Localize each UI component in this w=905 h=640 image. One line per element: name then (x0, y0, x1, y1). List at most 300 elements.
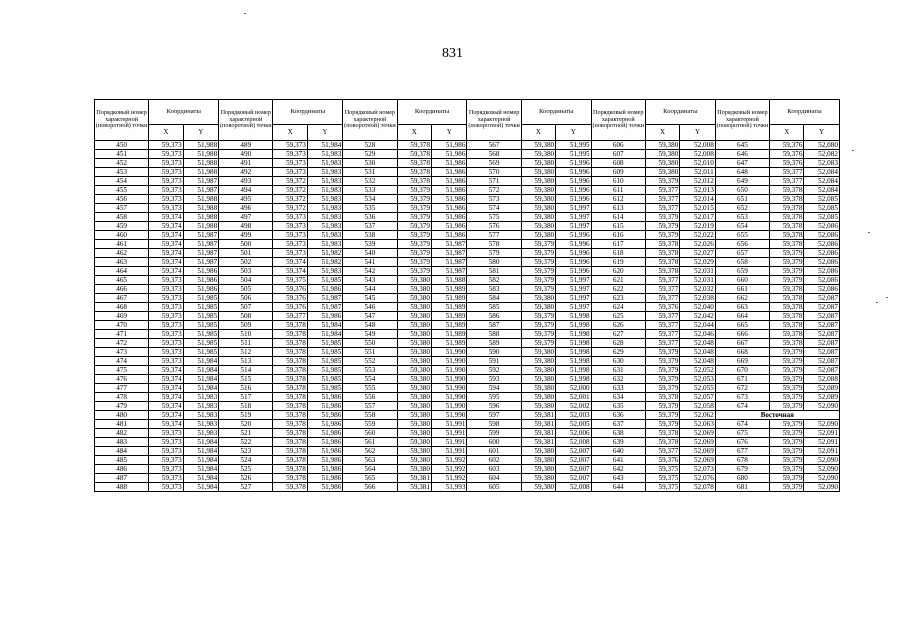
x-value: 59,378 (397, 168, 431, 177)
point-number: 597 (467, 411, 521, 420)
y-value: 51,990 (431, 384, 466, 393)
x-value: 59,379 (645, 222, 679, 231)
point-number: 607 (591, 150, 645, 159)
point-number: 528 (343, 141, 397, 150)
point-number: 659 (715, 267, 769, 276)
point-number: 619 (591, 258, 645, 267)
y-value: 52,053 (680, 375, 715, 384)
y-value: 51,993 (431, 483, 466, 492)
x-value: 59,379 (770, 357, 804, 366)
x-value: 59,373 (273, 231, 307, 240)
x-value: 59,380 (645, 159, 679, 168)
y-value: 51,987 (183, 177, 218, 186)
point-number: 509 (219, 321, 273, 330)
point-number: 680 (715, 474, 769, 483)
y-value: 52,090 (804, 402, 839, 411)
point-number: 668 (715, 348, 769, 357)
x-value: 59,380 (521, 357, 555, 366)
y-value: 51,986 (307, 474, 342, 483)
y-value: 51,986 (307, 438, 342, 447)
point-number: 624 (591, 303, 645, 312)
y-value: 52,007 (556, 456, 591, 465)
x-value: 59,379 (770, 384, 804, 393)
x-value: 59,372 (273, 195, 307, 204)
x-value: 59,378 (770, 222, 804, 231)
x-value: 59,377 (645, 186, 679, 195)
y-value: 51,989 (431, 285, 466, 294)
x-value: 59,373 (149, 168, 183, 177)
y-value: 51,988 (183, 204, 218, 213)
x-value: 59,373 (149, 303, 183, 312)
x-value: 59,378 (770, 294, 804, 303)
point-number: 451 (95, 150, 149, 159)
page-number: 831 (442, 46, 463, 61)
x-value: 59,380 (521, 204, 555, 213)
x-value: 59,378 (273, 483, 307, 492)
y-value: 51,997 (556, 213, 591, 222)
x-value: 59,373 (149, 447, 183, 456)
y-value: 51,985 (183, 321, 218, 330)
point-number: 602 (467, 456, 521, 465)
x-value: 59,379 (770, 258, 804, 267)
table-row (95, 348, 840, 357)
point-number: 651 (715, 195, 769, 204)
point-number: 637 (591, 420, 645, 429)
y-value: 51,986 (307, 402, 342, 411)
x-value: 59,380 (397, 438, 431, 447)
point-number: 649 (715, 177, 769, 186)
x-value: 59,379 (645, 357, 679, 366)
point-number: 577 (467, 231, 521, 240)
point-number: 554 (343, 375, 397, 384)
x-value: 59,373 (149, 483, 183, 492)
y-value: 51,996 (556, 240, 591, 249)
y-value: 51,986 (431, 186, 466, 195)
x-value: 59,380 (521, 222, 555, 231)
y-value: 52,069 (680, 438, 715, 447)
y-value: 52,048 (680, 339, 715, 348)
point-number: 579 (467, 249, 521, 258)
point-number: 614 (591, 213, 645, 222)
y-value: 51,985 (307, 357, 342, 366)
y-value: 51,998 (556, 339, 591, 348)
y-value: 51,995 (556, 150, 591, 159)
y-value: 52,086 (804, 249, 839, 258)
y-value: 51,997 (556, 222, 591, 231)
y-value: 52,008 (680, 141, 715, 150)
x-value: 59,380 (521, 474, 555, 483)
x-value: 59,380 (521, 150, 555, 159)
point-number: 563 (343, 456, 397, 465)
point-number: 615 (591, 222, 645, 231)
x-value: 59,374 (149, 366, 183, 375)
point-number: 521 (219, 429, 273, 438)
x-value: 59,381 (397, 474, 431, 483)
x-value: 59,373 (149, 321, 183, 330)
header-point-number: Порядковый номер характерной (поворотной) точки (591, 100, 645, 141)
x-value: 59,379 (645, 231, 679, 240)
point-number: 496 (219, 204, 273, 213)
y-value: 52,014 (680, 195, 715, 204)
x-value: 59,378 (770, 330, 804, 339)
table-row (95, 366, 840, 375)
x-value: 59,378 (273, 393, 307, 402)
point-number: 536 (343, 213, 397, 222)
x-value: 59,380 (521, 393, 555, 402)
x-value: 59,380 (521, 402, 555, 411)
point-number: 598 (467, 420, 521, 429)
y-value: 52,044 (680, 321, 715, 330)
x-value: 59,378 (273, 438, 307, 447)
x-value: 59,375 (645, 474, 679, 483)
x-value: 59,372 (273, 204, 307, 213)
y-value: 52,015 (680, 204, 715, 213)
point-number: 593 (467, 375, 521, 384)
header-x: X (149, 125, 183, 141)
y-value: 51,995 (556, 141, 591, 150)
x-value: 59,380 (521, 375, 555, 384)
point-number: 658 (715, 258, 769, 267)
y-value: 51,989 (431, 303, 466, 312)
x-value: 59,381 (397, 483, 431, 492)
y-value: 51,990 (431, 357, 466, 366)
x-value: 59,379 (521, 249, 555, 258)
y-value: 51,983 (307, 231, 342, 240)
x-value: 59,373 (273, 159, 307, 168)
y-value: 51,998 (556, 348, 591, 357)
y-value: 51,998 (556, 312, 591, 321)
x-value: 59,378 (273, 348, 307, 357)
x-value: 59,377 (645, 339, 679, 348)
x-value: 59,379 (397, 222, 431, 231)
y-value: 52,002 (556, 402, 591, 411)
y-value: 51,985 (183, 348, 218, 357)
x-value: 59,373 (149, 186, 183, 195)
x-value: 59,381 (521, 429, 555, 438)
x-value: 59,380 (397, 384, 431, 393)
y-value: 52,017 (680, 213, 715, 222)
y-value: 51,986 (431, 195, 466, 204)
x-value: 59,380 (397, 276, 431, 285)
y-value: 51,986 (307, 393, 342, 402)
x-value: 59,373 (273, 168, 307, 177)
point-number: 455 (95, 186, 149, 195)
header-y: Y (680, 125, 715, 141)
point-number: 469 (95, 312, 149, 321)
x-value: 59,378 (273, 456, 307, 465)
scan-speck (876, 302, 878, 303)
x-value: 59,378 (770, 204, 804, 213)
y-value: 52,000 (556, 384, 591, 393)
x-value: 59,381 (521, 438, 555, 447)
y-value: 51,986 (307, 456, 342, 465)
y-value: 51,987 (431, 249, 466, 258)
x-value: 59,373 (149, 465, 183, 474)
point-number: 532 (343, 177, 397, 186)
point-number: 591 (467, 357, 521, 366)
y-value: 52,057 (680, 393, 715, 402)
y-value: 52,031 (680, 276, 715, 285)
point-number: 633 (591, 384, 645, 393)
point-number: 463 (95, 258, 149, 267)
point-number: 467 (95, 294, 149, 303)
y-value: 51,990 (431, 366, 466, 375)
y-value: 51,992 (431, 465, 466, 474)
y-value: 51,983 (183, 393, 218, 402)
point-number: 512 (219, 348, 273, 357)
point-number: 547 (343, 312, 397, 321)
table-row (95, 321, 840, 330)
point-number: 609 (591, 168, 645, 177)
y-value: 52,086 (804, 276, 839, 285)
y-value: 52,087 (804, 339, 839, 348)
point-number: 459 (95, 222, 149, 231)
y-value: 52,040 (680, 303, 715, 312)
x-value: 59,379 (770, 474, 804, 483)
x-value: 59,380 (521, 195, 555, 204)
y-value: 52,091 (804, 438, 839, 447)
point-number: 464 (95, 267, 149, 276)
x-value: 59,373 (149, 456, 183, 465)
point-number: 673 (715, 393, 769, 402)
x-value: 59,378 (273, 321, 307, 330)
x-value: 59,380 (397, 339, 431, 348)
x-value: 59,380 (645, 168, 679, 177)
point-number: 626 (591, 321, 645, 330)
point-number: 661 (715, 285, 769, 294)
point-number: 618 (591, 249, 645, 258)
point-number: 489 (219, 141, 273, 150)
point-number: 564 (343, 465, 397, 474)
y-value: 51,986 (307, 447, 342, 456)
header-coordinates: Координаты (273, 100, 343, 125)
y-value: 52,091 (804, 447, 839, 456)
y-value: 51,988 (183, 141, 218, 150)
table-row (95, 159, 840, 168)
x-value: 59,378 (770, 321, 804, 330)
point-number: 523 (219, 447, 273, 456)
point-number: 453 (95, 168, 149, 177)
table-row (95, 285, 840, 294)
y-value: 51,983 (307, 186, 342, 195)
y-value: 51,984 (183, 366, 218, 375)
point-number: 473 (95, 348, 149, 357)
point-number: 561 (343, 438, 397, 447)
point-number: 575 (467, 213, 521, 222)
y-value: 52,086 (804, 285, 839, 294)
y-value: 51,988 (183, 159, 218, 168)
table-row (95, 429, 840, 438)
y-value: 51,989 (431, 330, 466, 339)
point-number: 644 (591, 483, 645, 492)
scan-speck (852, 150, 854, 151)
point-number: 641 (591, 456, 645, 465)
x-value: 59,378 (273, 465, 307, 474)
x-value: 59,372 (273, 186, 307, 195)
y-value: 52,086 (804, 222, 839, 231)
point-number: 674 (715, 402, 769, 411)
x-value: 59,377 (645, 294, 679, 303)
y-value: 51,983 (307, 240, 342, 249)
y-value: 51,982 (307, 249, 342, 258)
y-value: 51,986 (183, 285, 218, 294)
header-point-number: Порядковый номер характерной (поворотной) точки (219, 100, 273, 141)
point-number: 487 (95, 474, 149, 483)
point-number: 628 (591, 339, 645, 348)
point-number: 480 (95, 411, 149, 420)
point-number: 589 (467, 339, 521, 348)
x-value: 59,378 (273, 375, 307, 384)
table-row (95, 411, 840, 420)
header-point-number: Порядковый номер характерной (поворотной) точки (343, 100, 397, 141)
x-value: 59,380 (397, 456, 431, 465)
y-value: 52,038 (680, 294, 715, 303)
point-number: 499 (219, 231, 273, 240)
point-number: 642 (591, 465, 645, 474)
table-row (95, 303, 840, 312)
x-value: 59,380 (521, 159, 555, 168)
y-value: 51,991 (431, 438, 466, 447)
point-number: 613 (591, 204, 645, 213)
x-value: 59,381 (521, 411, 555, 420)
point-number: 623 (591, 294, 645, 303)
y-value: 52,086 (804, 231, 839, 240)
x-value: 59,380 (521, 348, 555, 357)
y-value: 51,984 (183, 375, 218, 384)
y-value: 51,989 (431, 312, 466, 321)
y-value: 51,996 (556, 186, 591, 195)
y-value: 51,988 (183, 195, 218, 204)
point-number: 617 (591, 240, 645, 249)
y-value: 52,090 (804, 456, 839, 465)
y-value: 51,984 (307, 141, 342, 150)
x-value: 59,378 (273, 474, 307, 483)
table-row (95, 402, 840, 411)
y-value: 52,008 (556, 438, 591, 447)
y-value: 52,026 (680, 240, 715, 249)
x-value: 59,379 (397, 231, 431, 240)
point-number: 562 (343, 447, 397, 456)
header-coordinates: Координаты (645, 100, 715, 125)
point-number: 470 (95, 321, 149, 330)
x-value: 59,380 (397, 411, 431, 420)
y-value: 52,087 (804, 357, 839, 366)
x-value: 59,374 (149, 213, 183, 222)
x-value: 59,373 (273, 222, 307, 231)
x-value: 59,380 (521, 366, 555, 375)
point-number: 495 (219, 195, 273, 204)
x-value: 59,379 (521, 339, 555, 348)
point-number: 574 (467, 204, 521, 213)
y-value: 52,032 (680, 285, 715, 294)
point-number: 556 (343, 393, 397, 402)
x-value: 59,377 (645, 330, 679, 339)
y-value: 51,986 (431, 177, 466, 186)
point-number: 584 (467, 294, 521, 303)
point-number: 656 (715, 240, 769, 249)
x-value: 59,378 (273, 384, 307, 393)
x-value: 59,373 (149, 339, 183, 348)
y-value: 51,990 (431, 402, 466, 411)
y-value: 51,987 (183, 249, 218, 258)
x-value: 59,380 (397, 330, 431, 339)
header-coordinates: Координаты (521, 100, 591, 125)
header-x: X (397, 125, 431, 141)
table-row (95, 204, 840, 213)
y-value: 51,988 (183, 222, 218, 231)
x-value: 59,380 (521, 447, 555, 456)
point-number: 648 (715, 168, 769, 177)
point-number: 461 (95, 240, 149, 249)
point-number: 611 (591, 186, 645, 195)
x-value: 59,378 (770, 285, 804, 294)
point-number: 631 (591, 366, 645, 375)
y-value: 51,986 (431, 159, 466, 168)
point-number: 490 (219, 150, 273, 159)
x-value: 59,376 (273, 303, 307, 312)
y-value: 52,010 (680, 159, 715, 168)
x-value: 59,379 (521, 321, 555, 330)
point-number: 545 (343, 294, 397, 303)
point-number: 500 (219, 240, 273, 249)
x-value: 59,379 (397, 249, 431, 258)
y-value: 51,987 (431, 240, 466, 249)
x-value: 59,373 (149, 177, 183, 186)
point-number: 646 (715, 150, 769, 159)
x-value: 59,378 (770, 303, 804, 312)
point-number: 539 (343, 240, 397, 249)
y-value: 51,983 (307, 222, 342, 231)
x-value: 59,377 (645, 285, 679, 294)
point-number: 571 (467, 177, 521, 186)
point-number: 466 (95, 285, 149, 294)
table-row (95, 312, 840, 321)
x-value: 59,380 (397, 294, 431, 303)
point-number: 557 (343, 402, 397, 411)
point-number: 638 (591, 429, 645, 438)
x-value: 59,374 (273, 258, 307, 267)
x-value: 59,379 (770, 402, 804, 411)
y-value: 52,062 (680, 411, 715, 420)
y-value: 52,008 (556, 483, 591, 492)
table-row (95, 168, 840, 177)
point-number: 465 (95, 276, 149, 285)
x-value: 59,380 (521, 456, 555, 465)
table-row (95, 240, 840, 249)
point-number: 501 (219, 249, 273, 258)
y-value: 52,085 (804, 213, 839, 222)
point-number: 672 (715, 384, 769, 393)
point-number: 527 (219, 483, 273, 492)
y-value: 52,085 (804, 204, 839, 213)
y-value: 52,048 (680, 357, 715, 366)
y-value: 51,989 (431, 339, 466, 348)
x-value: 59,373 (149, 429, 183, 438)
x-value: 59,374 (149, 258, 183, 267)
point-number: 635 (591, 402, 645, 411)
point-number: 572 (467, 186, 521, 195)
x-value: 59,377 (645, 321, 679, 330)
y-value: 52,090 (804, 483, 839, 492)
y-value: 51,987 (183, 240, 218, 249)
x-value: 59,374 (149, 384, 183, 393)
point-number: 531 (343, 168, 397, 177)
x-value: 59,378 (645, 429, 679, 438)
x-value: 59,380 (645, 141, 679, 150)
point-number: 508 (219, 312, 273, 321)
point-number: 456 (95, 195, 149, 204)
point-number: 674 (715, 420, 769, 429)
